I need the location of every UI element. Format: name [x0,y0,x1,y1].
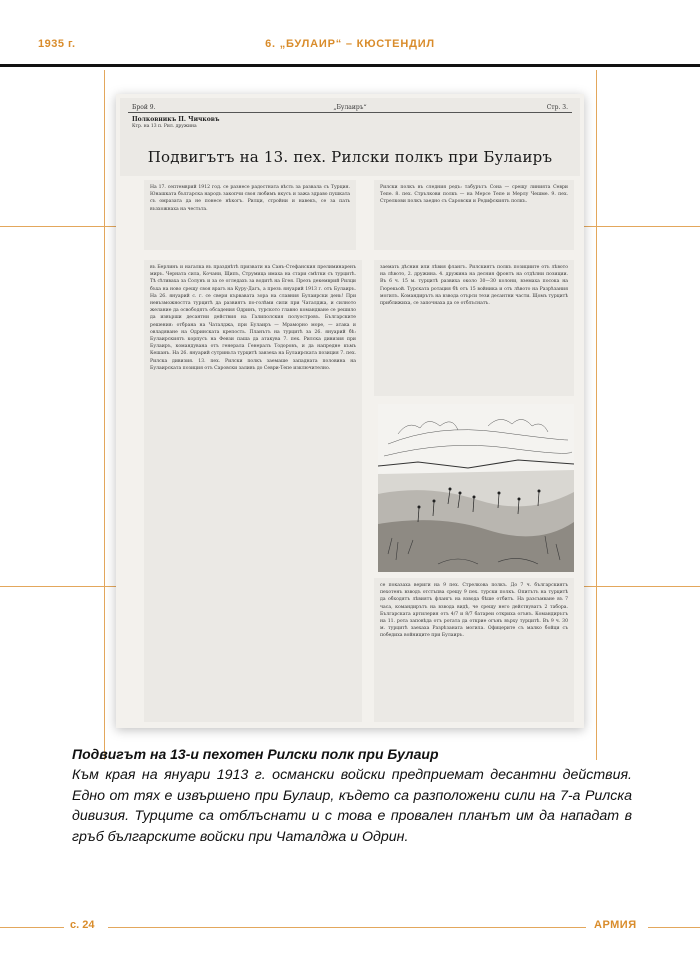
footer-rule-right [648,927,700,928]
footer-rule-middle [108,927,586,928]
column-text: Рилски полкъ въ следния редъ: табурътъ Сона — срещу линията Севри Тепе. 8. пех. Стрълкови полкъ — на Мерсе Тепе и Мерлу Чешме. 9. пех. Стрелкови полкъ заедно съ Саровски и Редифскиятъ полкъ. [380,185,568,205]
footer-magazine-name: АРМИЯ [594,919,637,931]
newspaper-clipping [116,94,584,728]
clipping-column-right-bottom [374,578,574,722]
guide-line-top-left [0,226,118,227]
guide-line-bottom-left [0,586,118,587]
clipping-issue: Брой 9. [132,104,156,111]
column-text: се показаха вериги на 9 пех. Стрелкова полкъ. До 7 ч. българскиятъ пехотенъ взводъ отстъпва срещу 9 пех. турски полкъ. Опитътъ на турцитѣ да обходятъ лѣвиятъ флангъ на взвода бѣше отбитъ. На разсъмване въ 7 часа, командирътъ на взвода видѣ, че срещу него действуватъ 2 табора. Българската артилерия отъ 4/7 и 8/7 батареи откриха огънъ. Командирътъ на 11. рота заповѣда отъ ротата да открие огънъ върху турцитѣ. Въ 9 ч. 30 м. турцитѣ заехаха Разрѣзаната могила. Офицерите съ малко бойци съ победиха войниците при Булаиръ. [380,583,568,639]
clipping-author: Полковникъ П. Чичковъ [132,116,220,123]
clipping-column-left-main [144,260,362,722]
clipping-column-right-top [374,180,574,250]
guide-line-left [104,70,105,760]
footer-rule-left [0,927,64,928]
clipping-column-left-top [144,180,356,250]
clipping-header [120,98,580,176]
header-year: 1935 г. [38,38,76,50]
column-text: заемать дѣсния или лѣвия флангъ. Рилскиятъ полкъ позициите отъ лѣвото на лѣвото, 2. дружина. 4. дружина на десния фронтъ на отдѣлни позиции. Въ 6 ч. 15 м. турцитѣ развиха около 30—30 колони, вземаха посока на Гюрекьой. Турската ротация бѣ отъ 15 войника и отъ лѣвото на Разрѣзания могилъ. Командирътъ на взвода отърси тези десантни части. Щомъ турцитѣ приближиха, се започнаха да се отблъснатъ. [380,265,568,307]
footer-page-number: с. 24 [70,919,95,931]
guide-line-right [596,70,597,760]
caption-body: Към края на януари 1913 г. османски войски предприемат десантни действия. Едно от тях е извършено при Булаир, където са разположени сили на 7-а Рилска дивизия. Турците са отблъснати и с това е провален планът им да нападат в гръб българските войски при Чаталджа и Одрин. [72,767,632,845]
header-rule [0,64,700,67]
guide-line-bottom-right [584,586,700,587]
caption-title: Подвигът на 13-и пехотен Рилски полк при Булаир [72,746,439,762]
clipping-author-note: Ктр. на 13 п. Рил. дружина [132,124,197,129]
clipping-title: Подвигътъ на 13. пех. Рилски полкъ при Булаиръ [147,148,553,166]
clipping-page-ref: Стр. 3. [546,104,568,111]
clipping-header-rule [128,112,572,113]
header-section-title: 6. „БУЛАИР“ – КЮСТЕНДИЛ [265,38,435,50]
column-text: въ Берлинъ и нагалка въ празднѣтѣ призвати на Санъ-Стефанския прелиминаренъ миръ. Черната сила, Кочани, Щипъ, Струмица имаха на стари смѣтки съ турцитѣ. Тѣ сѣтиваха за Солунъ и за се огледахъ за водитѣ на Егея. Презъ декемврий Рилци бъха на ново срещу своя врагъ на Куру-Дагъ, а презъ януарий 1913 г. отъ Булаиръ. На 26. януарий с. г. се свери кървавата зора на славния Булаирски день! При невъзможността турцитѣ да развиятъ по-голѣми сили при Чаталджа, и силното желание да освободятъ обсадения Одринъ, турското главно командване се решило да извърши десантни действия на Галиполския полуостровъ. Българските решения: отбрана на Чаталджа, при Булаиръ — Мраморно море, — атака и овладяване на Одринската крепость. Планътъ на турцитѣ за 26. януарий бѣ: Булаирскиятъ корпусъ на Февзи паша да атакува 7. пех. Рилска дивизия при Булаиръ, командувана отъ генерала Генералъ Тодоровъ, и да напредне къмъ Кешанъ. На 26. януарий сутриньта турцитѣ завзеха на Булаирската позиция 7. пех. Рилска дивизия. 13. пех. Рилски полкъ заемаше западната половина на Булаирската позиция отъ Саровски заливъ до Севри-Тепе изключително. [150,265,356,371]
guide-line-top-right [584,226,700,227]
page-header [0,0,700,60]
clipping-column-right-main [374,260,574,396]
battle-illustration [378,404,574,572]
column-text: На 17. септемврий 1912 год. се разнесе радостната вѣсть за развала съ Турция. Юнашката българска народъ закопчи своя любимъ вкусъ и зажа здраво пушката съ омразата да не понесе нѣкогъ. Рилци, стройни и навекъ, се за пать възхожнаха на честьта. [150,185,350,212]
clipping-newspaper-name: „Булаиръ“ [333,104,367,111]
